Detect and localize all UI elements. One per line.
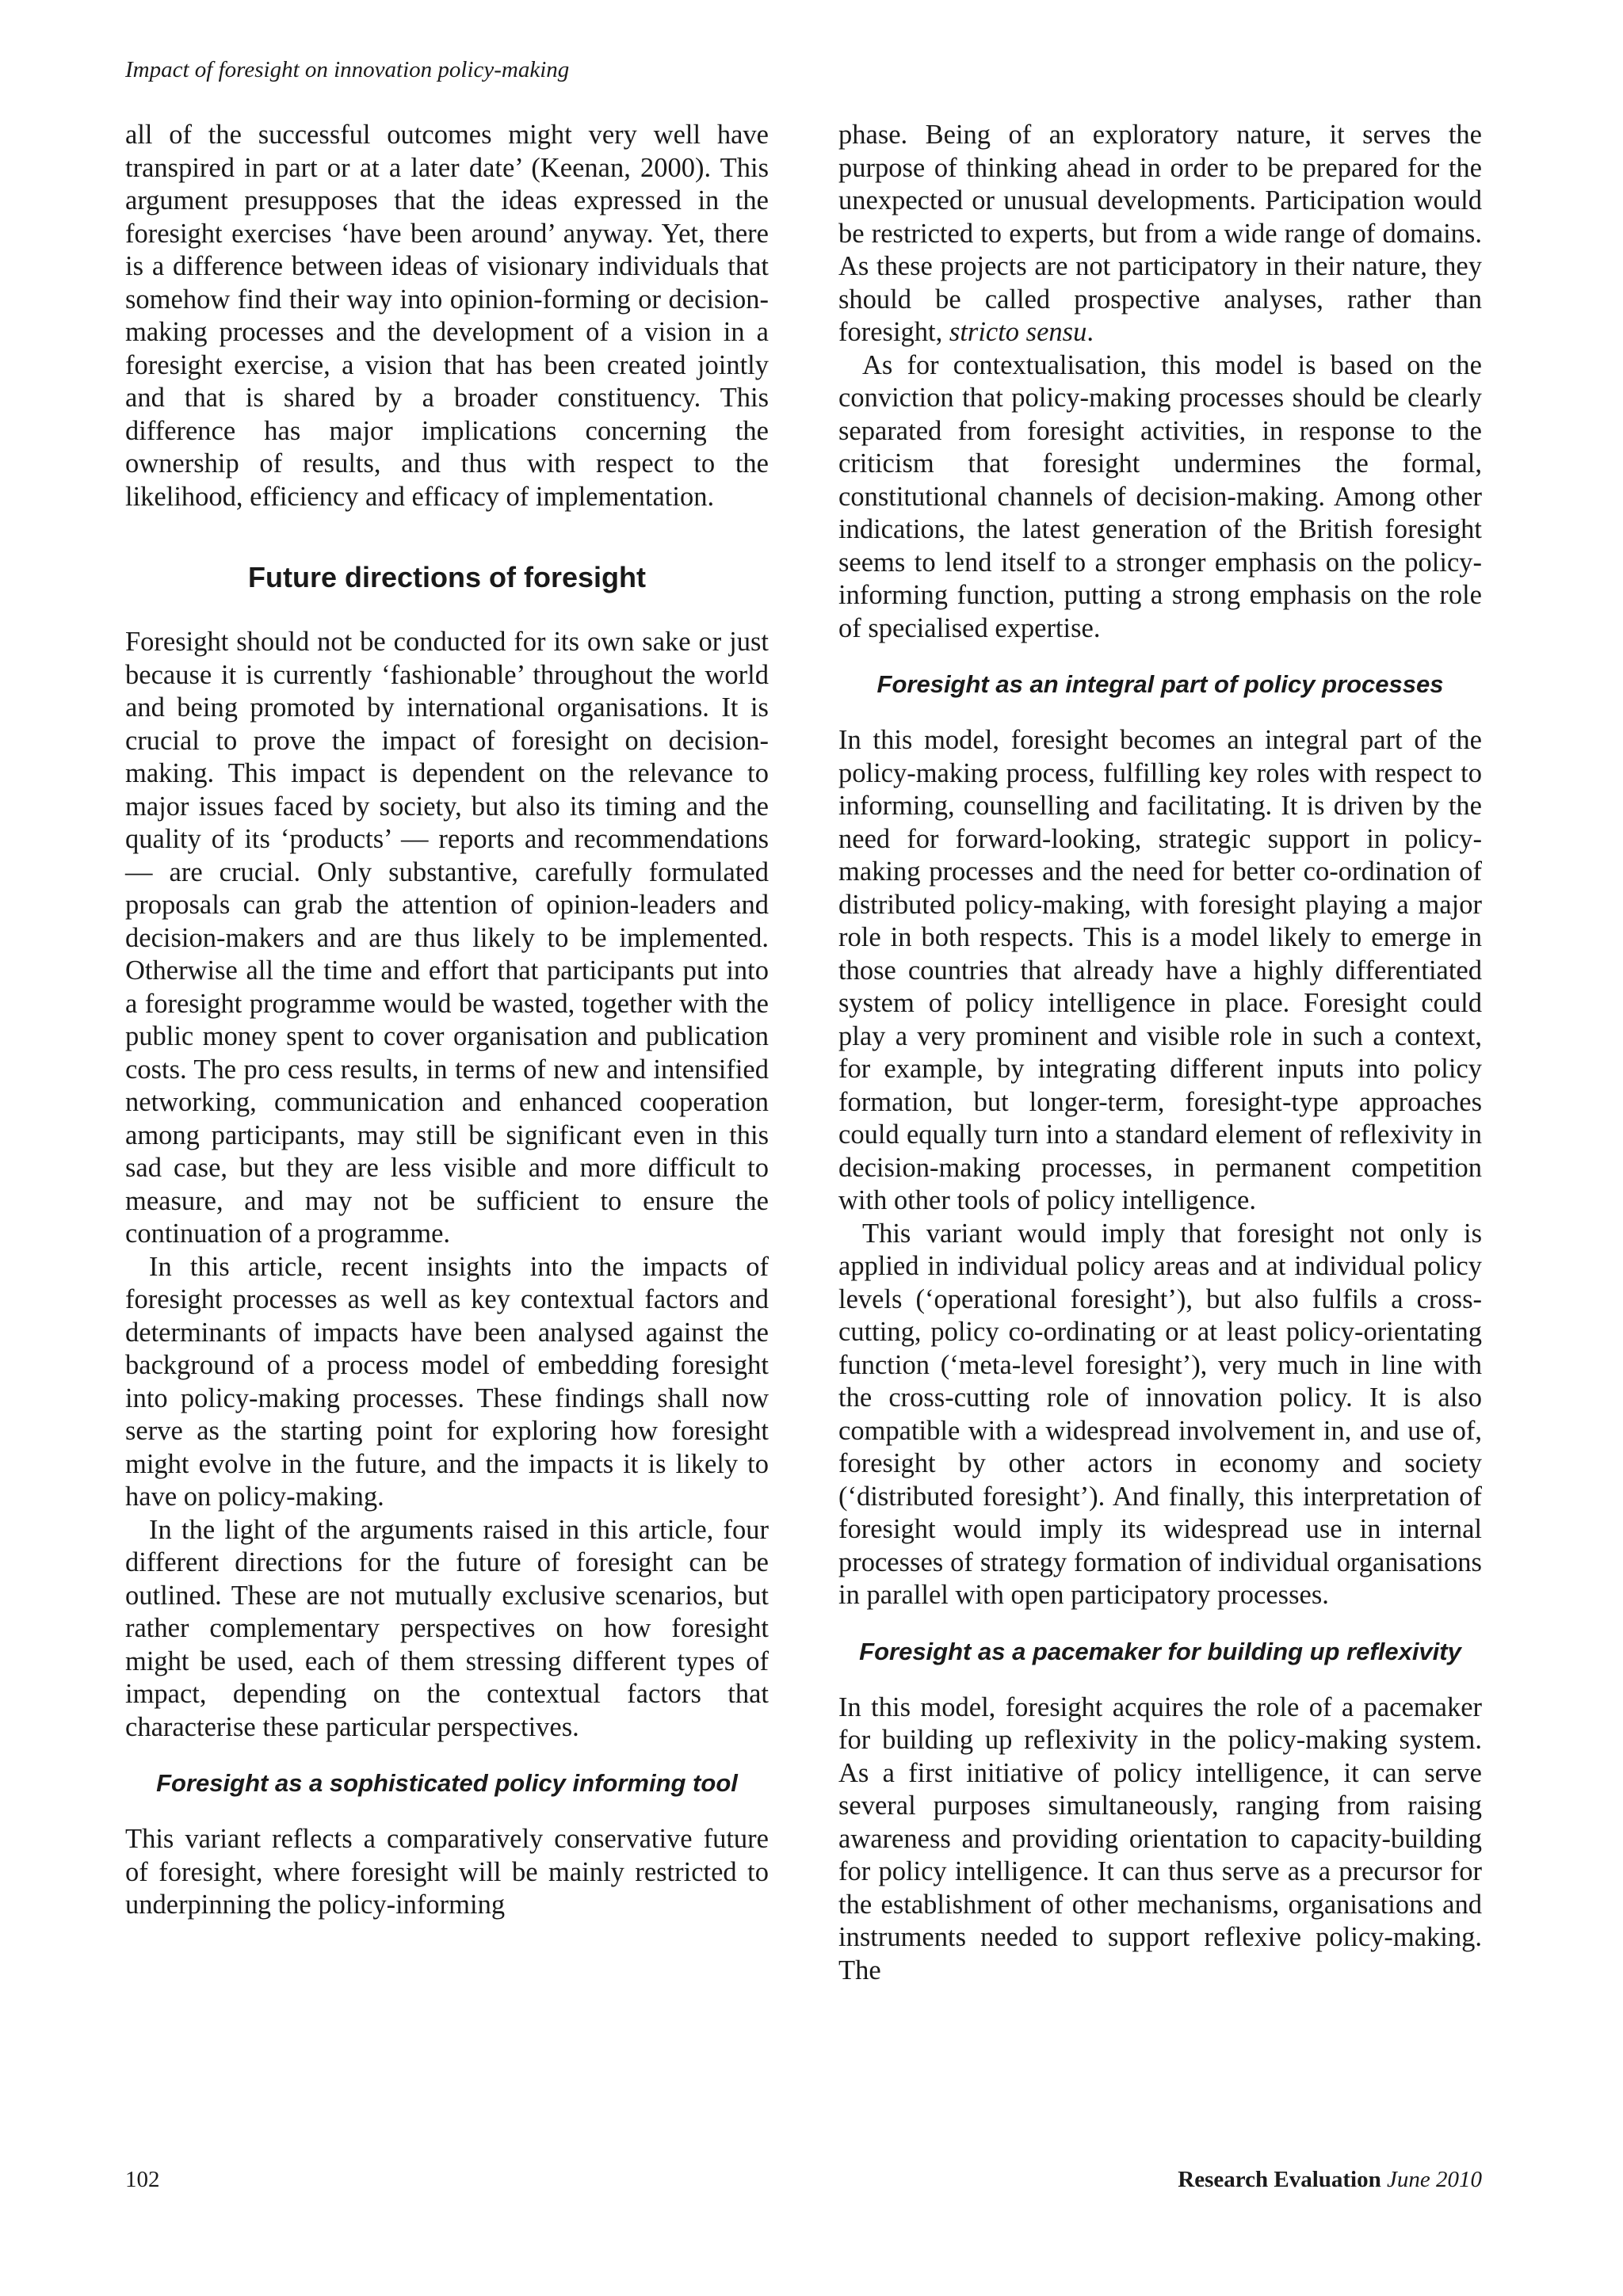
- paragraph-end: .: [1086, 317, 1094, 347]
- sub-heading: Foresight as a pacemaker for building up reflexivity: [859, 1637, 1461, 1665]
- paragraph: This variant reflects a comparatively conservative future of foresight, where foresight will be mainly restricted to underpinning the policy-informing: [125, 1824, 769, 1920]
- paragraph: In this model, foresight becomes an integral part of the policy-making process, fulfilling key roles with respect to informing, counselling and facilitating. It is driven by the need for forward-looking, strategic support in policy-making processes and the need for better co-ordination of distributed policy-making, with foresight playing a major role in both respects. This is a model likely to emerge in those countries that already have a highly differentiated system of policy intelligence in place. Foresight could play a very prominent and visible role in such a context, for example, by integrating different inputs into policy formation, but longer-term, foresight-type approaches could equally turn into a standard element of reflexivity in decision-making processes, in permanent competition with other tools of policy intelligence.: [838, 725, 1482, 1215]
- right-column: [838, 119, 1482, 1987]
- paragraph-text: phase. Being of an exploratory nature, it serves the purpose of thinking ahead in order to be prepared for the unexpected or unusual developments. Participation would be restricted to experts, but from a wide range of domains. As these projects are not participatory in their nature, they should be called prospective analyses, rather than foresight,: [838, 120, 1482, 347]
- left-column: [125, 119, 769, 1922]
- sub-heading: Foresight as a sophisticated policy informing tool: [156, 1769, 738, 1797]
- sub-heading: Foresight as an integral part of policy processes: [876, 670, 1444, 698]
- journal-footer: [1178, 2167, 1482, 2193]
- paragraph: This variant would imply that foresight not only is applied in individual policy areas and at individual policy levels (‘operational foresight’), but also fulfils a cross-cutting, policy co-ordinating or at least policy-orientating function (‘meta-level foresight’), very much in line with the cross-cutting role of innovation policy. It is also compatible with a widespread involvement in, and use of, foresight by other actors in economy and society (‘distributed foresight’). And finally, this interpretation of foresight would imply its widespread use in internal processes of strategy formation of individual organisations in parallel with open participatory processes.: [838, 1218, 1482, 1610]
- paragraph: As for contextualisation, this model is based on the conviction that policy-making processes should be clearly separated from foresight activities, in response to the criticism that foresight undermines the formal, constitutional channels of decision-making. Among other indications, the latest generation of the British foresight seems to lend itself to a stronger emphasis on the policy-informing function, putting a strong emphasis on the role of specialised expertise.: [838, 349, 1482, 643]
- section-heading: Future directions of foresight: [247, 561, 646, 593]
- paragraph: In this model, foresight acquires the role of a pacemaker for building up reflexivity in the policy-making system. As a first initiative of policy intelligence, it can serve several purposes simultaneously, ranging from raising awareness and providing orientation to capacity-building for policy intelligence. It can thus serve as a precursor for the establishment of other mechanisms, organisations and instruments needed to support reflexive policy-making. The: [838, 1691, 1482, 1985]
- issue-date: June 2010: [1387, 2167, 1482, 2192]
- paragraph: [838, 119, 1482, 349]
- journal-name: Research Evaluation: [1178, 2167, 1381, 2192]
- paragraph: In this article, recent insights into the impacts of foresight processes as well as key contextual factors and determinants of impacts have been analysed against the background of a process model of embedding foresight into policy-making processes. These findings shall now serve as the starting point for exploring how foresight might evolve in the future, and the impacts it is likely to have on policy-making.: [125, 1251, 769, 1512]
- page-number: 102: [125, 2167, 160, 2192]
- paragraph: all of the successful outcomes might very well have transpired in part or at a later date’ (Keenan, 2000). This argument presupposes that the ideas expressed in the foresight exercises ‘have been around’ anyway. Yet, there is a difference between ideas of visionary individuals that somehow find their way into opinion-forming or decision-making processes and the development of a vision in a foresight exercise, a vision that has been created jointly and that is shared by a broader constituency. This difference has major implications concerning the ownership of results, and thus with respect to the likelihood, efficiency and efficacy of implementation.: [125, 120, 769, 512]
- paragraph: Foresight should not be conducted for its own sake or just because it is currently ‘fashionable’ throughout the world and being promoted by international organisations. It is crucial to prove the impact of foresight on decision-making. This impact is dependent on the relevance to major issues faced by society, but also its timing and the quality of its ‘products’ — reports and recommendations — are crucial. Only substantive, carefully formulated proposals can grab the attention of opinion-leaders and decision-makers and are thus likely to be implemented. Otherwise all the time and effort that participants put into a foresight programme would be wasted, together with the public money spent to cover organisation and publication costs. The pro cess results, in terms of new and intensified networking, communication and enhanced cooperation among participants, may still be significant even in this sad case, but they are less visible and more difficult to measure, and may not be sufficient to ensure the continuation of a programme.: [125, 627, 769, 1249]
- running-header: Impact of foresight on innovation policy-making: [125, 57, 570, 82]
- paragraph: In the light of the arguments raised in this article, four different directions for the future of foresight can be outlined. These are not mutually exclusive scenarios, but rather complementary perspectives on how foresight might be used, each of them stressing different types of impact, depending on the contextual factors that characterise these particular perspectives.: [125, 1514, 769, 1742]
- italic-term: stricto sensu: [949, 317, 1087, 347]
